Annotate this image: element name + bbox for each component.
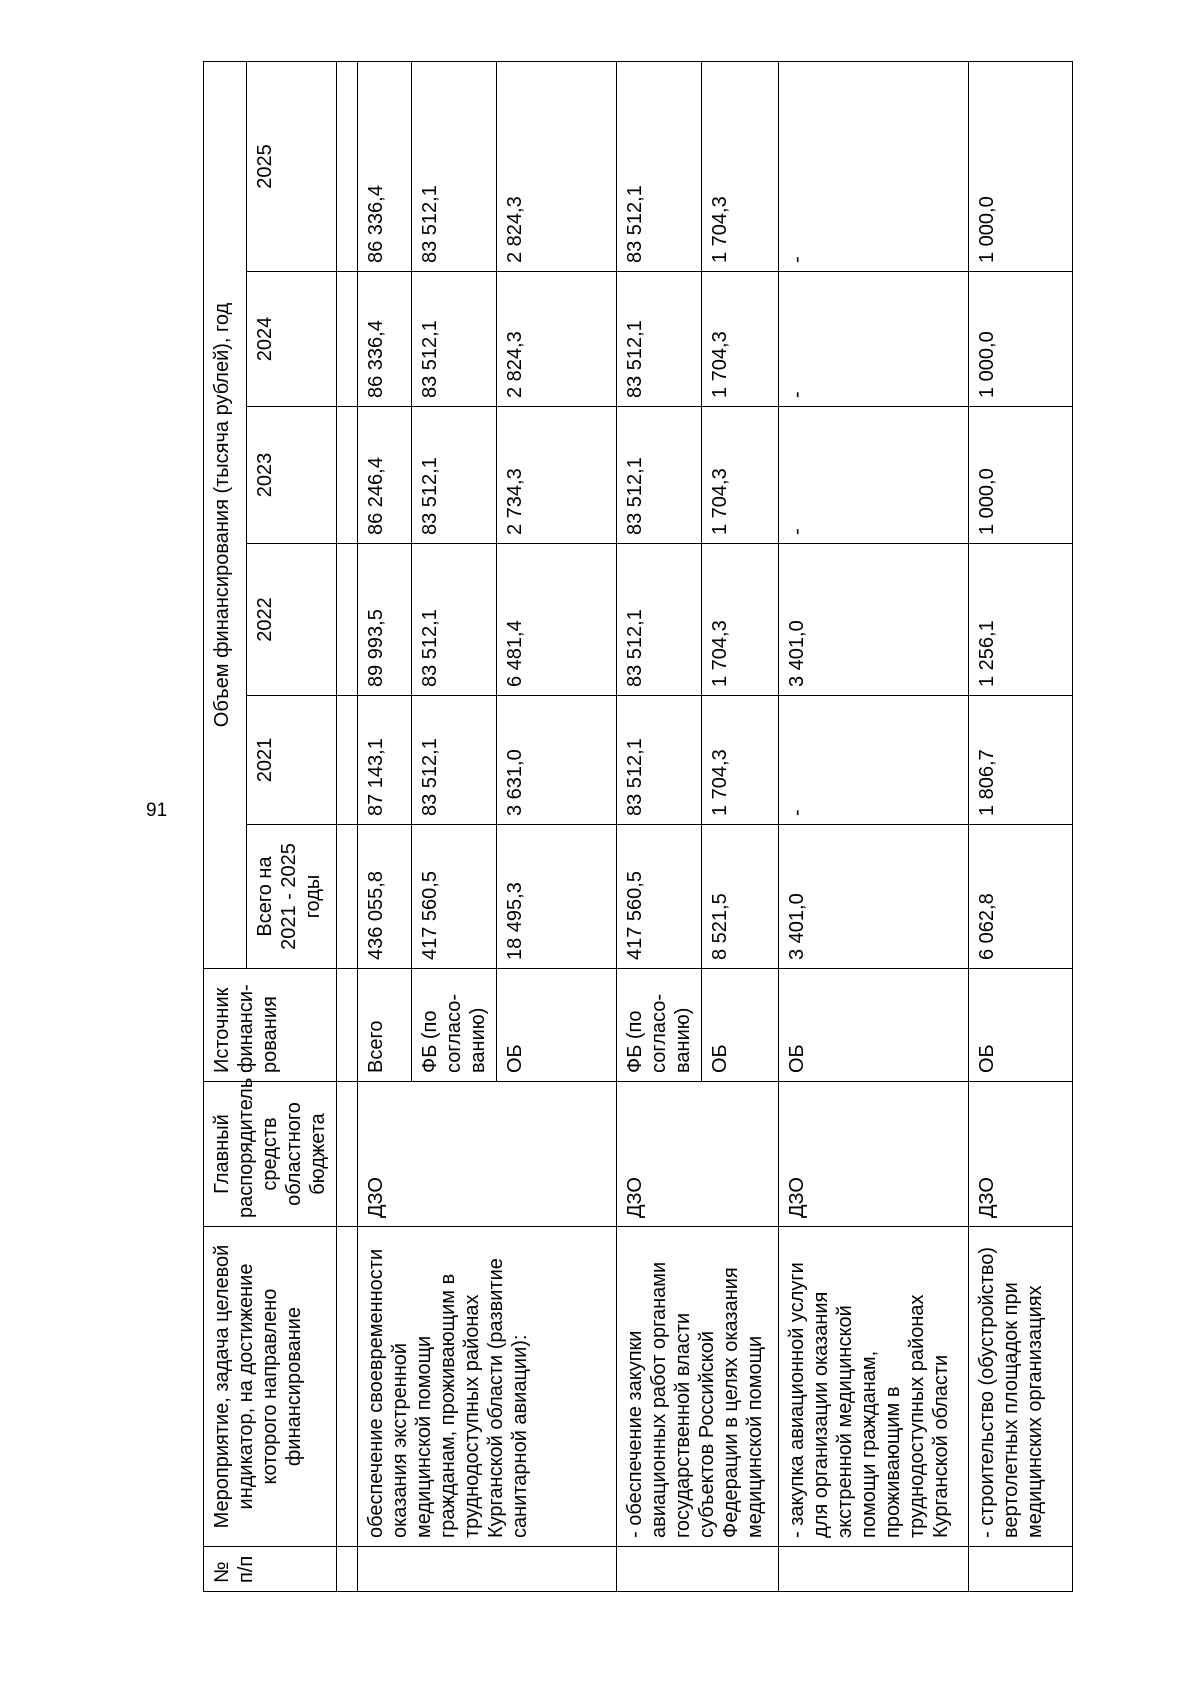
row-2025: 83 512,1 [617,61,702,271]
row-2024: 2 824,3 [497,272,617,407]
table-row [358,61,412,1591]
row-total: 436 055,8 [358,825,412,969]
row-2022: 3 401,0 [779,544,969,696]
row-source: Всего [358,969,412,1082]
header-manager: Главный распорядитель средств областного бюджета [204,1082,337,1227]
header-num: № п/п [204,1547,337,1592]
row-num [358,1547,617,1592]
row-2022: 83 512,1 [617,544,702,696]
row-event: - строительство (обустройство) вертолетных площадок при медицинских организациях [969,1227,1073,1547]
row-source: ОБ [969,969,1073,1082]
row-total: 3 401,0 [779,825,969,969]
table-header [204,61,337,1591]
row-2021: 83 512,1 [617,696,702,825]
row-2024: - [779,272,969,407]
row-num [779,1547,969,1592]
row-total: 6 062,8 [969,825,1073,969]
table-body [337,61,1073,1591]
row-source: ФБ (по согласо-ванию) [412,969,497,1082]
row-total: 417 560,5 [412,825,497,969]
row-manager: ДЗО [358,1082,617,1227]
row-manager: ДЗО [969,1082,1073,1227]
row-2024: 83 512,1 [617,272,702,407]
header-row-top [204,61,247,1591]
row-2024: 1 000,0 [969,272,1073,407]
row-2023: 83 512,1 [617,407,702,544]
row-event: - закупка авиационной услуги для организации оказания экстренной медицинской помощи гражданам, проживающим в труднодоступных районах Курганской области [779,1227,969,1547]
row-source: ОБ [702,969,779,1082]
row-total: 8 521,5 [702,825,779,969]
row-num [617,1547,779,1592]
header-year-2025: 2025 [247,61,337,271]
row-total: 417 560,5 [617,825,702,969]
row-2023: - [779,407,969,544]
document-sheet [203,62,1123,1592]
row-2023: 1 704,3 [702,407,779,544]
row-2024: 1 704,3 [702,272,779,407]
row-2024: 83 512,1 [412,272,497,407]
header-source: Источник финанси-рования [204,969,337,1082]
row-total: 18 495,3 [497,825,617,969]
row-2025: 1 000,0 [969,61,1073,271]
row-2024: 86 336,4 [358,272,412,407]
row-2022: 1 256,1 [969,544,1073,696]
table-row [969,61,1073,1591]
row-2021: 1 806,7 [969,696,1073,825]
table-row [779,61,969,1591]
table-row [617,61,702,1591]
row-2023: 2 734,3 [497,407,617,544]
row-2021: 83 512,1 [412,696,497,825]
row-2022: 83 512,1 [412,544,497,696]
row-2021: - [779,696,969,825]
header-event: Мероприятие, задача целевой индикатор, на достижение которого направлено финансирование [204,1227,337,1547]
spacer-row [337,61,358,1591]
row-2023: 1 000,0 [969,407,1073,544]
header-year-2024: 2024 [247,272,337,407]
row-2023: 83 512,1 [412,407,497,544]
row-2021: 3 631,0 [497,696,617,825]
row-2022: 6 481,4 [497,544,617,696]
header-year-2022: 2022 [247,544,337,696]
row-event: обеспечение своевременности оказания экстренной медицинской помощи гражданам, проживающим в труднодоступных районах Курганской области (развитие санитарной авиации): [358,1227,617,1547]
row-manager: ДЗО [779,1082,969,1227]
row-2021: 1 704,3 [702,696,779,825]
row-2025: 86 336,4 [358,61,412,271]
page-number: 91 [146,800,168,821]
row-num [969,1547,1073,1592]
row-2022: 1 704,3 [702,544,779,696]
row-2022: 89 993,5 [358,544,412,696]
header-volume: Объем финансирования (тысяча рублей), год [204,61,247,968]
row-source: ОБ [779,969,969,1082]
row-2025: 1 704,3 [702,61,779,271]
header-total: Всего на 2021 - 2025 годы [247,825,337,969]
row-source: ФБ (по согласо-ванию) [617,969,702,1082]
row-event: - обеспечение закупки авиационных работ органами государственной власти субъектов Российской Федерации в целях оказания медицинской помощи [617,1227,779,1547]
row-2025: 83 512,1 [412,61,497,271]
row-manager: ДЗО [617,1082,779,1227]
financing-table [203,61,1073,1592]
row-2025: - [779,61,969,271]
row-2025: 2 824,3 [497,61,617,271]
header-year-2021: 2021 [247,696,337,825]
row-2021: 87 143,1 [358,696,412,825]
row-source: ОБ [497,969,617,1082]
row-2023: 86 246,4 [358,407,412,544]
header-year-2023: 2023 [247,407,337,544]
